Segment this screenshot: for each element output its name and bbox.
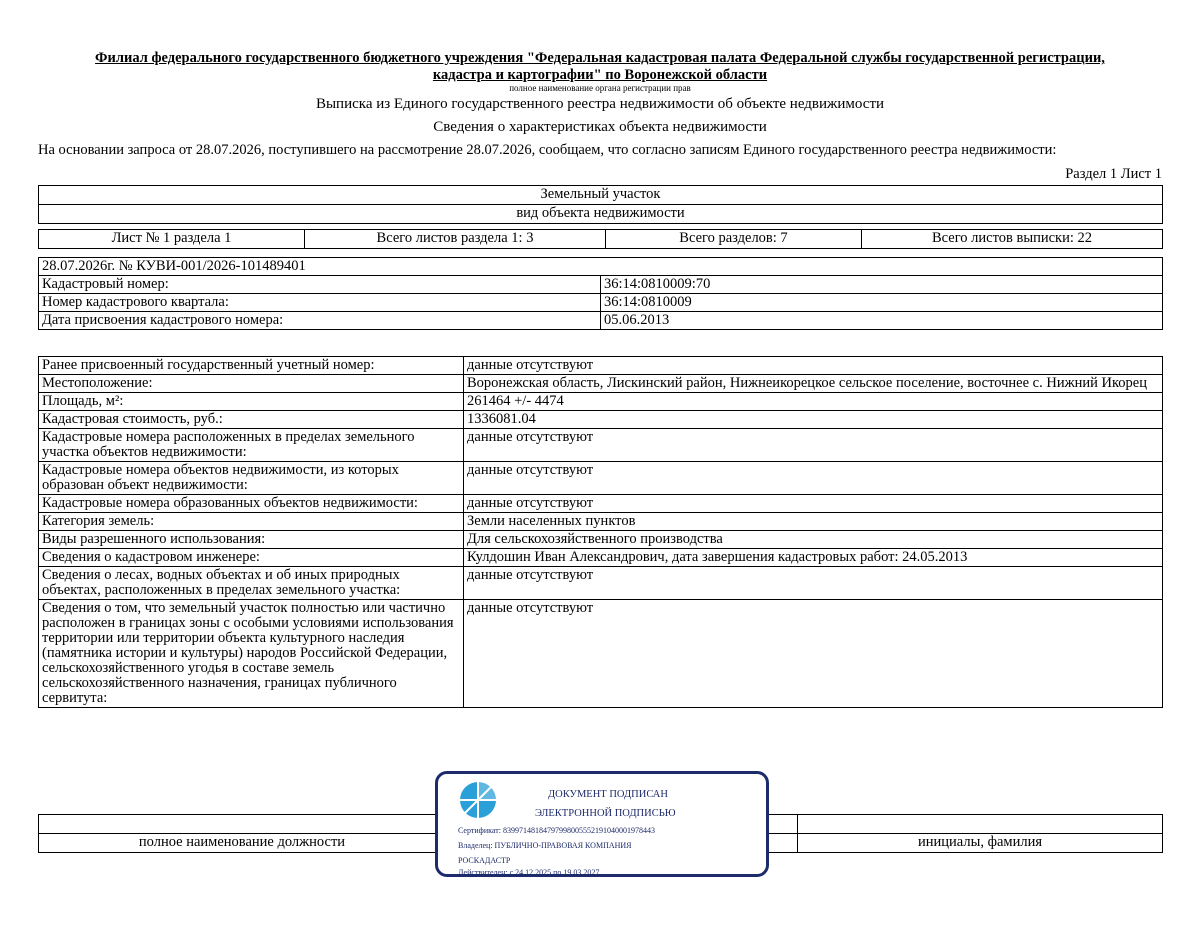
stamp-title-line1: ДОКУМЕНТ ПОДПИСАН	[548, 789, 668, 800]
row-label: Кадастровые номера образованных объектов недвижимости:	[39, 495, 464, 513]
table-row	[39, 531, 1163, 549]
details-table	[38, 356, 1163, 708]
stamp-title-line2: ЭЛЕКТРОННОЙ ПОДПИСЬЮ	[535, 808, 676, 819]
row-label: Сведения о кадастровом инженере:	[39, 549, 464, 567]
table-row	[39, 357, 1163, 375]
total-sections: Всего разделов: 7	[606, 230, 862, 249]
document-number: 28.07.2026г. № КУВИ-001/2026-101489401	[39, 258, 1163, 276]
row-value: 05.06.2013	[601, 312, 1163, 330]
row-label: Ранее присвоенный государственный учетный номер:	[39, 357, 464, 375]
row-value: 36:14:0810009	[601, 294, 1163, 312]
row-value: данные отсутствуют	[464, 567, 1163, 600]
row-value: 261464 +/- 4474	[464, 393, 1163, 411]
row-label: Кадастровый номер:	[39, 276, 601, 294]
row-value: 1336081.04	[464, 411, 1163, 429]
row-value: Для сельскохозяйственного производства	[464, 531, 1163, 549]
row-label: Категория земель:	[39, 513, 464, 531]
table-row	[39, 567, 1163, 600]
row-value: Земли населенных пунктов	[464, 513, 1163, 531]
electronic-signature-stamp	[435, 771, 769, 877]
table-row	[39, 294, 1163, 312]
document-subtitle: Сведения о характеристиках объекта недвижимости	[433, 119, 767, 135]
table-row	[39, 312, 1163, 330]
sheet-number: Лист № 1 раздела 1	[39, 230, 305, 249]
identification-table	[38, 257, 1163, 330]
organization-caption: полное наименование органа регистрации прав	[509, 83, 691, 93]
section-indicator: Раздел 1 Лист 1	[1065, 166, 1162, 182]
organization-name-line1: Филиал федерального государственного бюджетного учреждения "Федеральная кадастровая палата Федеральной службы государственной регистрации,	[95, 50, 1105, 66]
row-value: данные отсутствуют	[464, 600, 1163, 708]
row-value: 36:14:0810009:70	[601, 276, 1163, 294]
table-row	[39, 549, 1163, 567]
table-row	[39, 462, 1163, 495]
row-label: Виды разрешенного использования:	[39, 531, 464, 549]
table-row	[39, 393, 1163, 411]
row-label: Сведения о лесах, водных объектах и об иных природных объектах, расположенных в пределах земельного участка:	[39, 567, 464, 600]
roskadastr-logo-icon	[458, 780, 498, 820]
total-section-sheets: Всего листов раздела 1: 3	[305, 230, 606, 249]
stamp-validity: Действителен: с 24.12.2025 по 19.03.2027	[458, 868, 600, 877]
name-caption: инициалы, фамилия	[798, 834, 1163, 853]
intro-text: На основании запроса от 28.07.2026, поступившего на рассмотрение 28.07.2026, сообщаем, что согласно записям Единого государственного реестра недвижимости:	[38, 142, 1057, 158]
stamp-certificate: Сертификат: 83997148184797998005552191040001978443	[458, 826, 655, 835]
total-extract-sheets: Всего листов выписки: 22	[862, 230, 1163, 249]
object-type-caption: вид объекта недвижимости	[39, 205, 1163, 224]
row-label: Площадь, м²:	[39, 393, 464, 411]
object-type-table	[38, 185, 1163, 224]
row-value: данные отсутствуют	[464, 429, 1163, 462]
row-value: Воронежская область, Лискинский район, Нижнеикорецкое сельское поселение, восточнее с. Нижний Икорец	[464, 375, 1163, 393]
row-label: Дата присвоения кадастрового номера:	[39, 312, 601, 330]
row-value: Кулдошин Иван Александрович, дата завершения кадастровых работ: 24.05.2013	[464, 549, 1163, 567]
row-label: Номер кадастрового квартала:	[39, 294, 601, 312]
row-label: Кадастровые номера расположенных в пределах земельного участка объектов недвижимости:	[39, 429, 464, 462]
document-title: Выписка из Единого государственного реестра недвижимости об объекте недвижимости	[315, 96, 885, 112]
row-value: данные отсутствуют	[464, 495, 1163, 513]
row-label: Местоположение:	[39, 375, 464, 393]
sheets-table	[38, 229, 1163, 249]
table-row	[39, 429, 1163, 462]
row-label: Сведения о том, что земельный участок полностью или частично расположен в границах зоны с особыми условиями использования территории или территории объекта культурного наследия (памятника истории и культуры) народов Российской Федерации, сельскохозяйственного угодья в составе земель сельскохозяйственного назначения, границах публичного сервитута:	[39, 600, 464, 708]
organization-name-line2: кадастра и картографии" по Воронежской области	[432, 67, 768, 83]
row-value: данные отсутствуют	[464, 357, 1163, 375]
row-value: данные отсутствуют	[464, 462, 1163, 495]
table-row	[39, 600, 1163, 708]
table-row	[39, 513, 1163, 531]
row-label: Кадастровые номера объектов недвижимости, из которых образован объект недвижимости:	[39, 462, 464, 495]
table-row	[39, 276, 1163, 294]
position-caption: полное наименование должности	[39, 834, 446, 853]
position-cell	[39, 815, 446, 834]
object-type: Земельный участок	[39, 186, 1163, 205]
table-row	[39, 411, 1163, 429]
name-cell	[798, 815, 1163, 834]
table-row	[39, 495, 1163, 513]
stamp-owner-name: РОСКАДАСТР	[458, 856, 511, 865]
row-label: Кадастровая стоимость, руб.:	[39, 411, 464, 429]
stamp-owner: Владелец: ПУБЛИЧНО-ПРАВОВАЯ КОМПАНИЯ	[458, 841, 632, 850]
organization-name	[0, 50, 1200, 84]
table-row	[39, 375, 1163, 393]
